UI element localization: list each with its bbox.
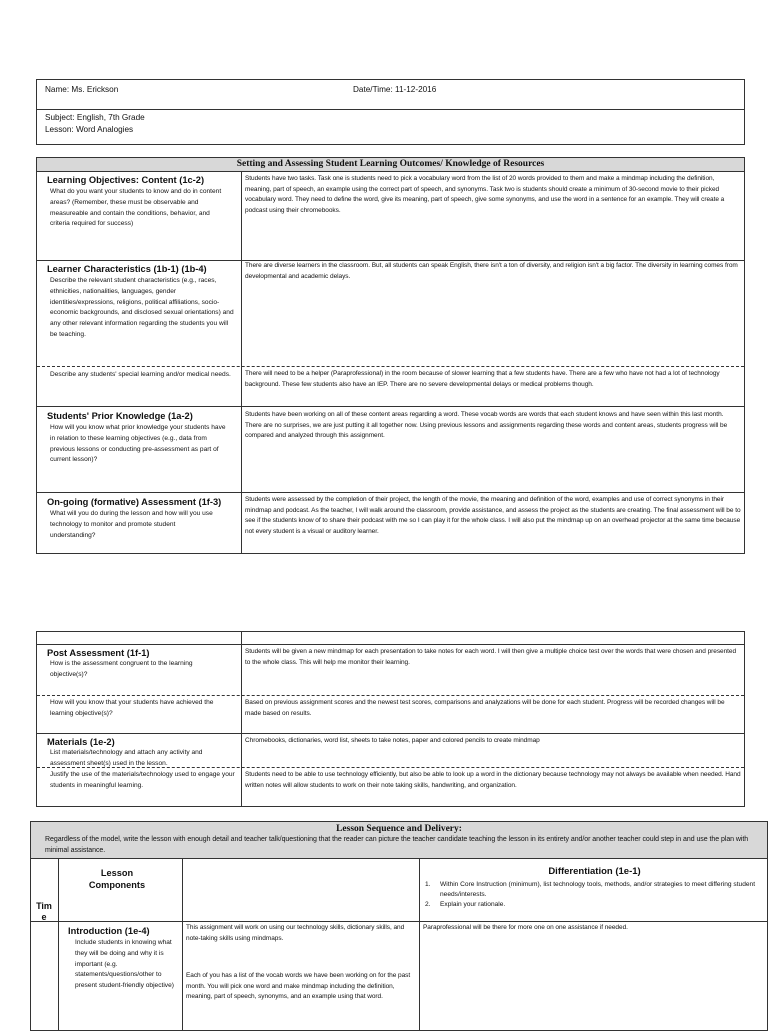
- time-column-header: Tim e: [36, 901, 52, 922]
- components-column-header: Lesson Components: [88, 868, 146, 890]
- materials-answer: Chromebooks, dictionaries, word list, sheets to take notes, paper and colored pencils to create mindmap: [245, 737, 540, 744]
- learning-objectives-prompt: What do you want your students to know and do in content areas? (Remember, these must be observable and measureable and contain the conditions, behavior, and criteria required for success): [50, 188, 222, 228]
- date-time: Date/Time: 11-12-2016: [353, 85, 437, 94]
- post-assessment-prompt: How is the assessment congruent to the learning objective(s)?: [50, 660, 193, 678]
- formative-assessment-answer: Students were assessed by the completion of their project, the length of the movie, the meaning and definition of the word, examples and use of correct synonyms in their mindmap and podcast. As the teacher, I will walk around the classroom, provide assistance, and assess the project as the students are creating. The final assessment will be to see if the students know of to share their podcast with me so I can play it for the whole class. I will also put the mindmap up on an overhead projector at the same time because not every student is a visual or auditory learner.: [245, 496, 741, 536]
- lesson-sequence-table: Lesson Sequence and Delivery: Regardless of the model, write the lesson with enough detail and teacher talk/questioning that the reader can picture the teacher candidate teaching the lesson in its entirety and/or another teacher could step in and use the plan with minimal assistance. Tim e Lesson Components Differentiation (1e-1) 1. Within Core Instruction (minimum), list technology tools, methods, and/or strategies to meet differing student needs/interests. 2. Explain your rationale. Introduction (1e-4) Include students in knowing what they will be doing and why it is important (e.g. statements/questions/other to present student-friendly objective) This assignment will work on using our technology skills, dictionary skills, and note-taking skills using mindmaps. Each of you has a list of the vocab words we have been working on for the past month. You will pick one word and make mindmap including the definition, meaning, part of speech, synonyms, and an example using that word. Paraprofessional will be there for more one on one assistance if needed.: [30, 821, 768, 1031]
- header-table: [36, 79, 745, 145]
- prior-knowledge-heading: Students' Prior Knowledge (1a-2): [47, 411, 193, 421]
- teacher-name: Name: Ms. Erickson: [45, 85, 119, 94]
- assessment-materials-table: [36, 631, 745, 807]
- post-assessment-heading: Post Assessment (1f-1): [47, 648, 150, 658]
- section-title: Setting and Assessing Student Learning Outcomes/ Knowledge of Resources: [37, 158, 744, 172]
- learning-outcomes-table: [36, 157, 745, 554]
- materials-heading: Materials (1e-2): [47, 737, 115, 747]
- learning-objectives-answer: Students have two tasks. Task one is students need to pick a vocabulary word from the list of 20 words provided to them and make a mindmap including the definition, meaning, part of speech, an example using the correct part of speech, and synonyms. Task two is students should create a minimum of 30-second movie to their picked vocabulary word. They need to define the word, give its meaning, part of speech, give some synonyms, and use the word in a sentence for an example. They will create a podcast using their chromebooks.: [245, 175, 725, 215]
- achievement-prompt: How will you know that your students have achieved the learning objective(s)?: [50, 699, 214, 717]
- learner-characteristics-prompt: Describe the relevant student characteristics (e.g., races, ethnicities, nationalities, languages, gender identities/expressions, religions, political affiliations, socio-economic backgrounds, and disclosed sexual orientations) and any other relevant information regarding the students you will be teaching.: [50, 277, 234, 338]
- materials-justify-prompt: Justify the use of the materials/technology used to engage your students in meaningful learning.: [50, 771, 235, 789]
- materials-justify-answer: Students need to be able to use technology efficiently, but also be able to look up a word in the dictionary because technology may not always be available when needed. Hand written notes will allow students to work on their note taking skills, handwriting, and organization.: [245, 771, 741, 789]
- differentiation-column-header: Differentiation (1e-1): [548, 866, 641, 877]
- lesson-title: Lesson: Word Analogies: [45, 125, 134, 134]
- lesson-sequence-title: Lesson Sequence and Delivery:: [336, 824, 462, 834]
- learning-objectives-heading: Learning Objectives: Content (1c-2): [47, 175, 205, 185]
- subject: Subject: English, 7th Grade: [45, 113, 145, 122]
- introduction-text-2: Each of you has a list of the vocab words we have been working on for the past month. You will pick one word and make mindmap including the definition, meaning, part of speech, synonyms, and an example using that word.: [186, 972, 411, 1001]
- lesson-sequence-subtitle: Regardless of the model, write the lesson with enough detail and teacher talk/questioning that the reader can picture the teacher candidate teaching the lesson in its entirety and/or another teacher could step in and use the plan with minimal assistance.: [45, 836, 749, 854]
- introduction-differentiation: Paraprofessional will be there for more one on one assistance if needed.: [423, 924, 628, 931]
- special-needs-answer: There will need to be a helper (Paraprofessional) in the room because of slower learning that a few students have. There are a few who have not had a lot of technology background. These few students also have an IEP. There are no severe developmental delays or medical problems though.: [245, 370, 720, 388]
- learner-characteristics-heading: Learner Characteristics (1b-1) (1b-4): [47, 264, 207, 274]
- introduction-heading: Introduction (1e-4): [68, 926, 150, 936]
- formative-assessment-prompt: What will you do during the lesson and how will you use technology to monitor and promote student understanding?: [50, 510, 213, 539]
- prior-knowledge-prompt: How will you know what prior knowledge your students have in relation to these learning objectives (e.g., data from previous lessons or conducting pre-assessment as part of current lesson)?: [50, 424, 226, 464]
- introduction-prompt: Include students in knowing what they will be doing and why it is important (e.g. statements/questions/other to present student-friendly objective): [75, 939, 174, 990]
- post-assessment-answer: Students will be given a new mindmap for each presentation to take notes for each word. I will then give a multiple choice test over the words that were chosen and presented to the whole class. This will help me monitor their learning.: [245, 648, 737, 666]
- prior-knowledge-answer: Students have been working on all of these content areas regarding a word. These vocab words are words that each student knows and have seen within this last month. There are no surprises, we are just putting it all together now. Using previous lessons and assignments regarding these words and content areas, students progress will be compared and analyzed through this assignment.: [245, 411, 728, 440]
- special-needs-prompt: Describe any students' special learning and/or medical needs.: [50, 371, 231, 378]
- formative-assessment-heading: On-going (formative) Assessment (1f-3): [47, 497, 222, 507]
- introduction-text-1: This assignment will work on using our technology skills, dictionary skills, and note-taking skills using mindmaps.: [186, 924, 405, 942]
- achievement-answer: Based on previous assignment scores and the newest test scores, comparisons and analyzations will be done for each student. Progress will be recorded changes will be made based on results.: [245, 699, 725, 717]
- learner-characteristics-answer: There are diverse learners in the classroom. But, all students can speak English, there isn't a ton of diversity, and religion isn't a big factor. The diversity in learning comes from developmental and academic delays.: [245, 262, 738, 280]
- materials-prompt: List materials/technology and attach any activity and assessment sheet(s) used in the lesson.: [50, 749, 203, 767]
